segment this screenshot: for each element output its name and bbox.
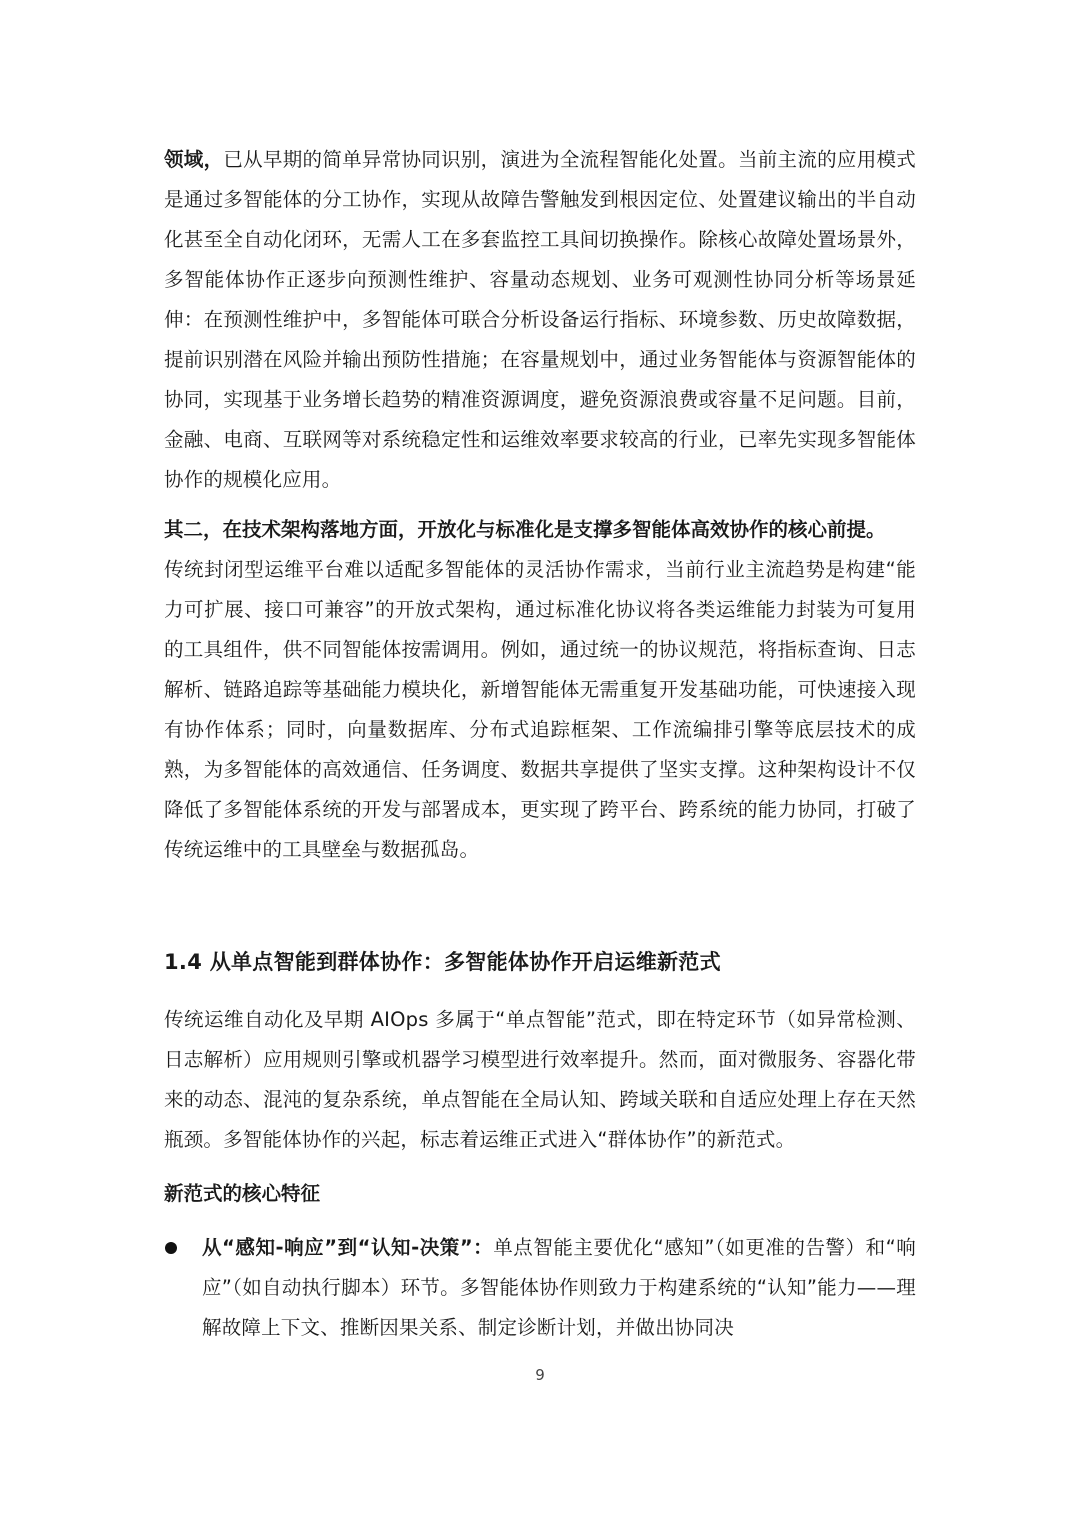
- paragraph-application-scenarios: [164, 140, 916, 500]
- section-paragraph: 传统运维自动化及早期 AIOps 多属于“单点智能”范式，即在特定环节（如异常检测、日志解析）应用规则引擎或机器学习模型进行效率提升。然而，面对微服务、容器化带来的动态、混沌的复杂系统，单点智能在全局认知、跨域关联和自适应处理上存在天然瓶颈。多智能体协作的兴起，标志着运维正式进入“群体协作”的新范式。: [164, 1008, 916, 1151]
- paragraph-technical-architecture: [164, 510, 916, 870]
- page-number: 9: [535, 1366, 545, 1384]
- paragraph-text: 传统封闭型运维平台难以适配多智能体的灵活协作需求，当前行业主流趋势是构建“能力可扩展、接口可兼容”的开放式架构，通过标准化协议将各类运维能力封装为可复用的工具组件，供不同智能体按需调用。例如，通过统一的协议规范，将指标查询、日志解析、链路追踪等基础能力模块化，新增智能体无需重复开发基础功能，可快速接入现有协作体系；同时，向量数据库、分布式追踪框架、工作流编排引擎等底层技术的成熟，为多智能体的高效通信、任务调度、数据共享提供了坚实支撑。这种架构设计不仅降低了多智能体系统的开发与部署成本，更实现了跨平台、跨系统的能力协同，打破了传统运维中的工具壁垒与数据孤岛。: [164, 558, 916, 861]
- bullet-lead: 从“感知-响应”到“认知-决策”：: [202, 1236, 494, 1259]
- paragraph-lead: 其二，在技术架构落地方面，开放化与标准化是支撑多智能体高效协作的核心前提。: [164, 518, 886, 541]
- page-content: [164, 140, 916, 1348]
- bullet-list-item: [164, 1228, 916, 1348]
- paragraph-text: 已从早期的简单异常协同识别，演进为全流程智能化处置。当前主流的应用模式是通过多智能体的分工协作，实现从故障告警触发到根因定位、处置建议输出的半自动化甚至全自动化闭环，无需人工在多套监控工具间切换操作。除核心故障处置场景外，多智能体协作正逐步向预测性维护、容量动态规划、业务可观测性协同分析等场景延伸：在预测性维护中，多智能体可联合分析设备运行指标、环境参数、历史故障数据，提前识别潜在风险并输出预防性措施；在容量规划中，通过业务智能体与资源智能体的协同，实现基于业务增长趋势的精准资源调度，避免资源浪费或容量不足问题。目前，金融、电商、互联网等对系统稳定性和运维效率要求较高的行业，已率先实现多智能体协作的规模化应用。: [164, 148, 916, 491]
- paragraph-lead: 领域，: [164, 148, 224, 171]
- section-heading: 1.4 从单点智能到群体协作：多智能体协作开启运维新范式: [164, 950, 721, 974]
- subheading-core-features: 新范式的核心特征: [164, 1182, 321, 1205]
- bullet-dot-icon: [165, 1242, 177, 1254]
- bullet-text: 单点智能主要优化“感知”（如更准的告警）和“响应”（如自动执行脚本）环节。多智能体协作则致力于构建系统的“认知”能力——理解故障上下文、推断因果关系、制定诊断计划，并做出协同决: [202, 1236, 916, 1339]
